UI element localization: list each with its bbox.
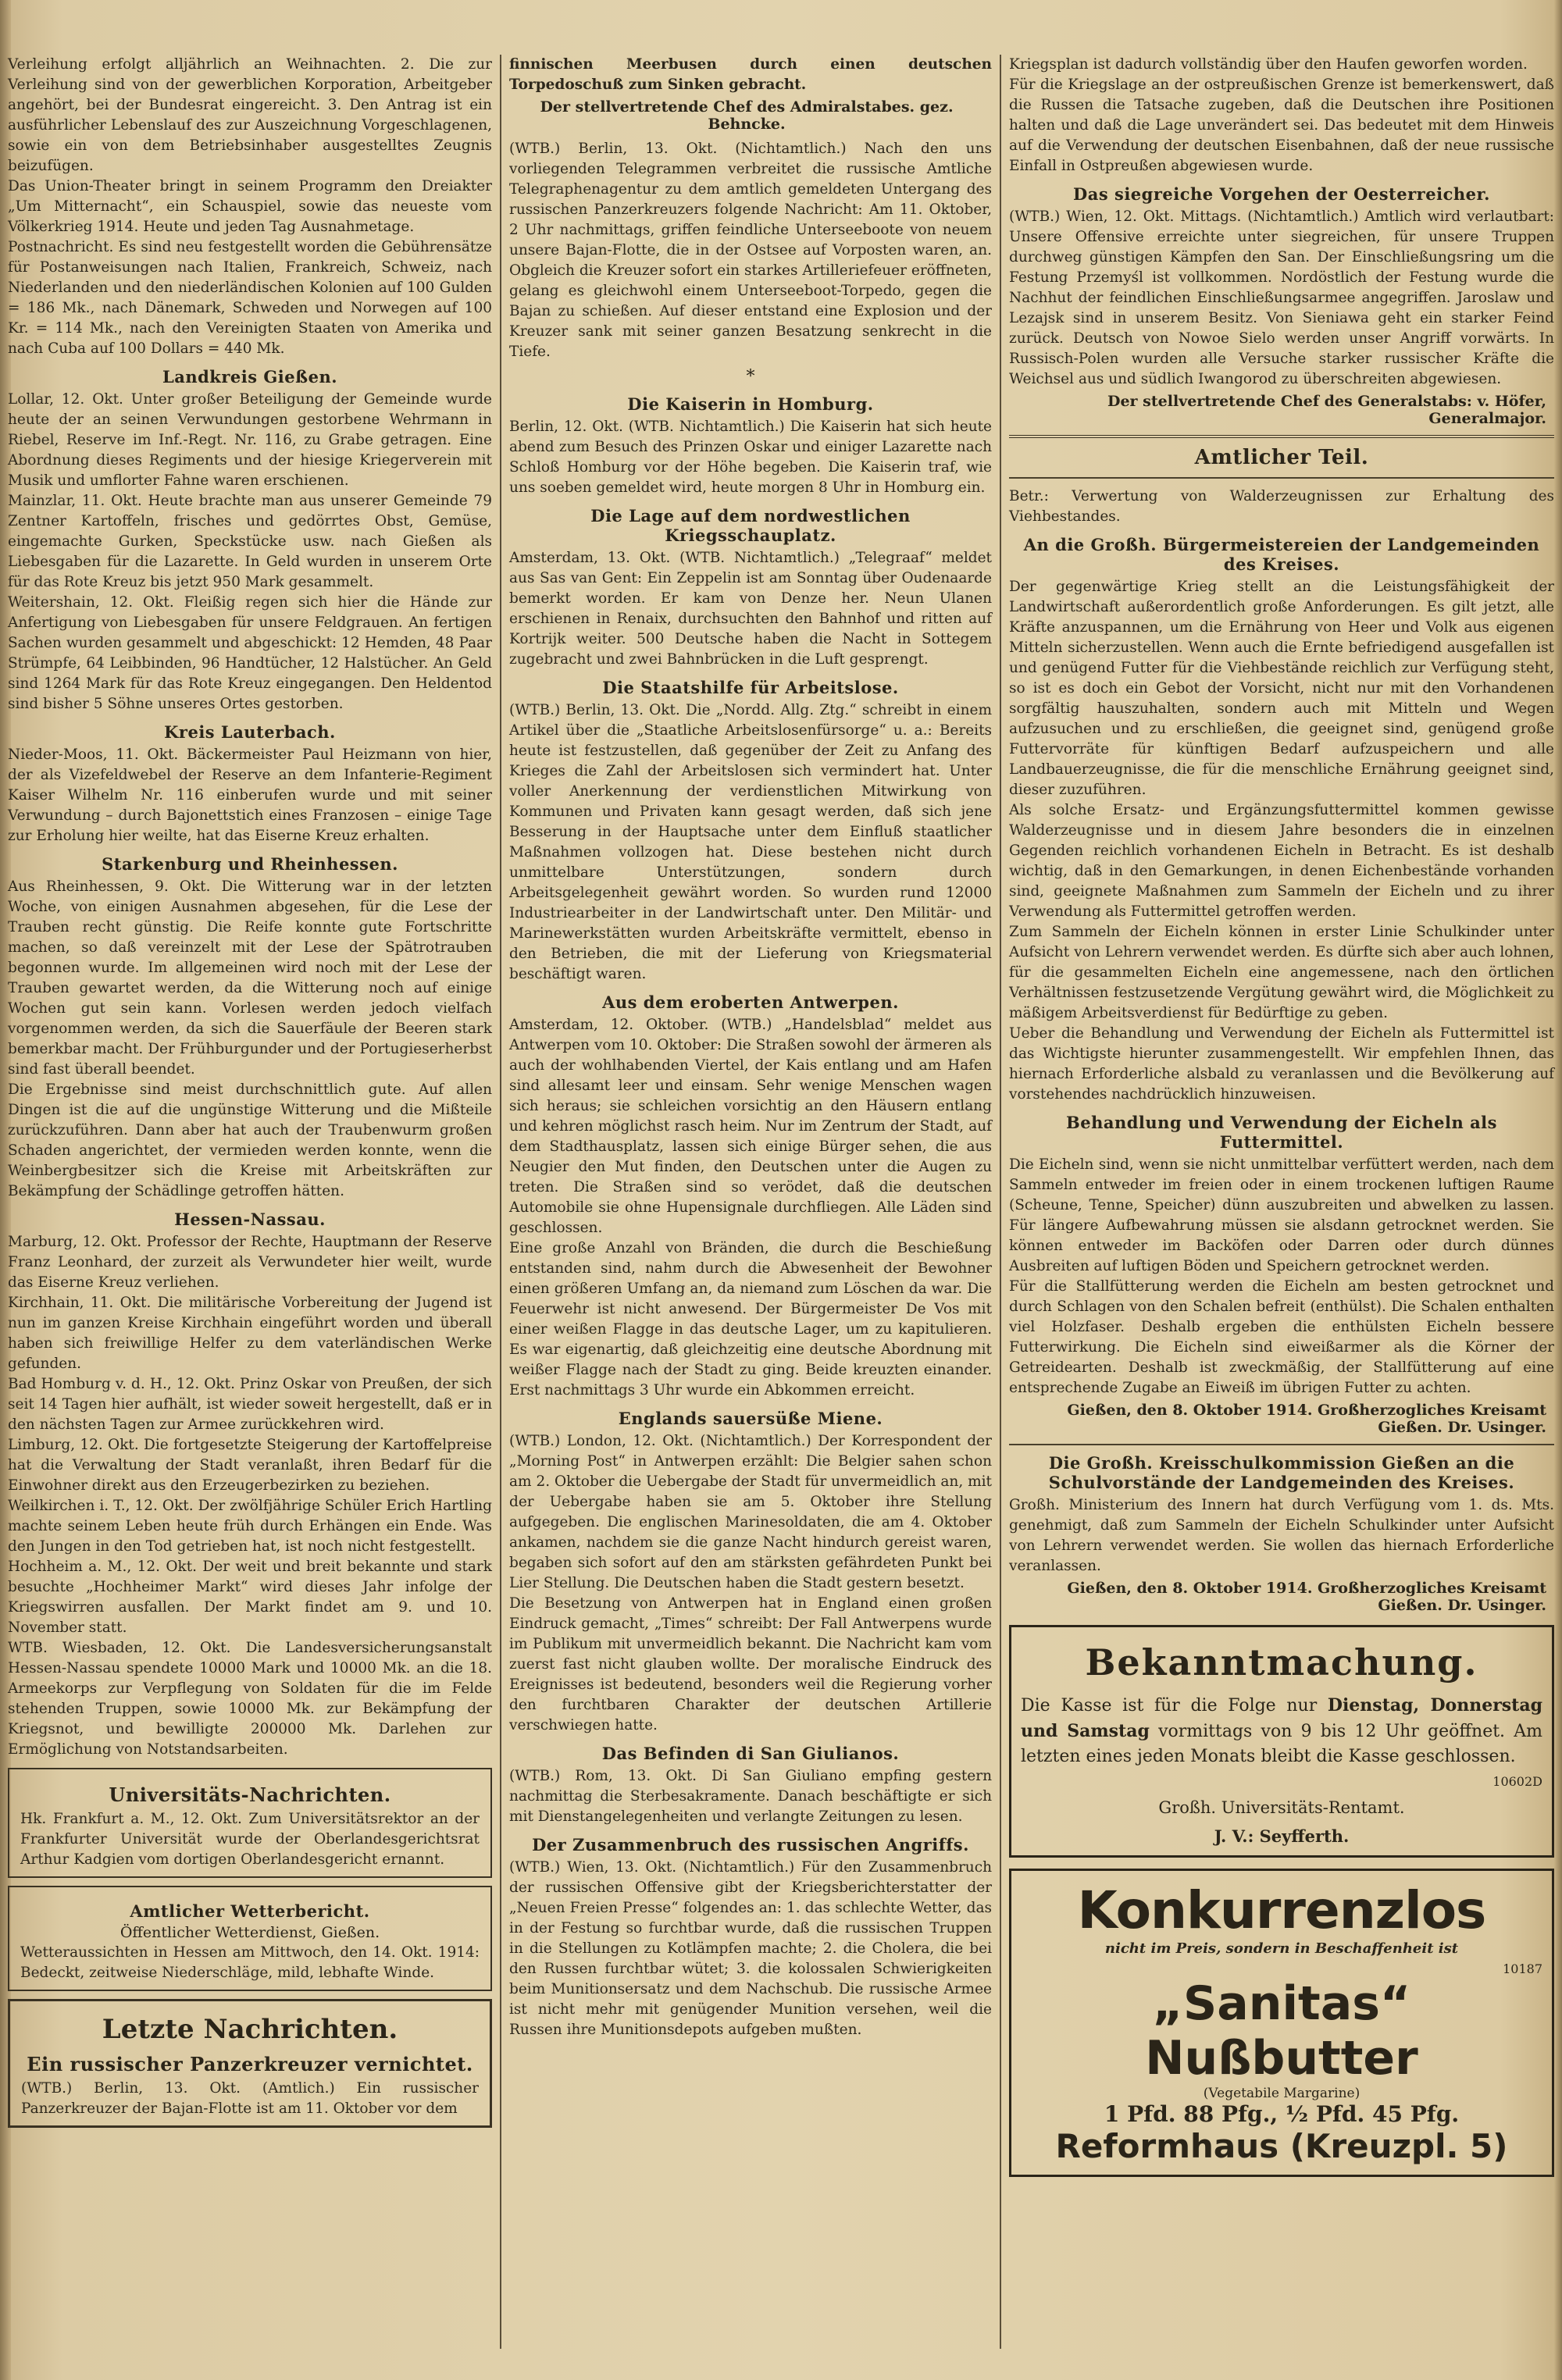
section-heading: Aus dem eroberten Antwerpen. [602,992,899,1012]
article-text: Für die Kriegslage an der ostpreußischen Grenze ist bemerkenswert, daß die Russen die Tatsache zugeben, daß die Deutschen ihre Positionen halten und daß die Lage unverändert sei. Das bedeutet mit dem Hinweis auf die Verwendung der deutschen Eisenbahnen, daß der neue russische Einfall in Ostpreußen abgewiesen wurde. [1009,77,1554,174]
article-text: Eine große Anzahl von Bränden, die durch die Beschießung entstanden sind, nahm durch die Abwesenheit der Bewohner einen größeren Umfang an, da niemand zum Löschen da war. Die Feuerwehr ist nicht anwesend. Der Bürgermeister De Vos mit einer weißen Flagge in das deutsche Lager, um zu kapitulieren. Es war eigenartig, daß gleichzeitig eine deutsche Abordnung mit weißer Flagge nach der Stadt zu ging. Beide kreuzten einander. Erst nachmittags 3 Uhr wurde ein Abkommen erreicht. [509,1240,992,1398]
subject-line: Betr.: Verwertung von Walderzeugnissen zur Erhaltung des Viehbestandes. [1009,488,1554,525]
article-text: Als solche Ersatz- und Ergänzungsfuttermittel kommen gewisse Walderzeugnisse und in diesem Jahre besonders die in einzelnen Gegenden reichlich vorhandenen Eicheln in Betracht. Es ist deshalb wichtig, daß in den Gemarkungen, in denen Eichenbestände vorhanden sind, geeignete Maßnahmen zum Sammeln der Eicheln und zu ihrer Verwendung als Futtermittel getroffen werden. [1009,802,1554,920]
article-text: (WTB.) London, 12. Okt. (Nichtamtlich.) Der Korrespondent der „Morning Post“ in Antwerpen erzählt: Die Belgier sahen schon am 2. Oktober die Uebergabe der Stadt für unvermeidlich an, mit der Uebergabe haben sie am 5. Oktober ihre Stellung aufgegeben. Die englischen Marinesoldaten, die am 4. Oktober ankamen, nachdem sie die ganze Nacht hindurch gereist waren, begaben sich sofort auf den am stärksten gefährdeten Punkt bei Lier Stellung. Die Deutschen haben die Stadt gestern besetzt. [509,1433,992,1591]
article-text: Mainzlar, 11. Okt. Heute brachte man aus unserer Gemeinde 79 Zentner Kartoffeln, frisches und gedörrtes Obst, Gemüse, eingemachte Gurken, Speckstücke usw. nach Gießen als Liebesgaben für die Lazarette. In Geld wurden in unserem Orte für das Rote Kreuz bis jetzt 950 Mark gesammelt. [8,493,492,590]
article-text: Kriegsplan ist dadurch vollständig über den Haufen geworfen worden. [1009,56,1528,73]
article-text: Für die Stallfütterung werden die Eicheln am besten getrocknet und durch Schlagen von den Schalen befreit (enthülst). Die Schalen enthalten viel Holzfaser. Deshalb ergeben die enthülsten Eicheln bessere Futterwirkung. Die Eicheln sind eiweißarmer als die Körner der Getreidearten. Deshalb ist zweckmäßig, der Stallfütterung auf eine entsprechende Zugabe an Eiweiß im übrigen Futter zu achten. [1009,1278,1554,1396]
separator-star-icon: * [746,367,755,387]
article-text: Weitershain, 12. Okt. Fleißig regen sich hier die Hände zur Anfertigung von Liebesgaben für unsere Feldgrauen. An fertigen Sachen wurden gesammelt und abgeschickt: 12 Hemden, 48 Paar Strümpfe, 64 Leibbinden, 96 Handtücher, 12 Halstücher. An Geld sind 1264 Mark für das Rote Kreuz eingegangen. Den Heldentod sind bisher 5 Söhne unseres Ortes gestorben. [8,594,492,712]
ad-subtitle: (Vegetabile Margarine) [1203,2086,1361,2101]
latest-news-title: Letzte Nachrichten. [102,2014,398,2045]
article-text: (WTB.) Berlin, 13. Okt. (Nichtamtlich.) Nach den uns vorliegenden Telegrammen verbreitet die russische Amtliche Telegraphenagentur zu dem amtlich gemeldeten Untergang des russischen Panzerkreuzers folgende Nachricht: Am 11. Oktober, 2 Uhr nachmittags, griffen feindliche Unterseeboote von neuem unsere Bajan-Flotte, die in der Ostsee auf Vorposten waren, an. Obgleich die Kreuzer sofort ein starkes Artilleriefeuer eröffneten, gelang es gleichwohl einem Unterseeboot-Torpedo, gegen die Bajan zu schießen. Auf dieser entstand eine Explosion und der Kreuzer sank mit seiner ganzen Besatzung senkrecht in die Tiefe. [509,141,992,360]
margarine-ad [1009,1869,1554,2177]
signature: Der stellvertretende Chef des Generalstabs: v. Höfer, Generalmajor. [1107,393,1546,427]
section-heading: Starkenburg und Rheinhessen. [102,854,398,874]
article-text: Der gegenwärtige Krieg stellt an die Leistungsfähigkeit der Landwirtschaft außerordentlich große Anforderungen. Es gilt jetzt, alle Kräfte anzuspannen, um die Ernährung von Heer und Volk aus eigenen Mitteln sicherzustellen. Wenn auch die Ernte befriedigend ausgefallen ist und genügend Futter für die Viehbestände reichlich zur Verfügung steht, so ist es doch ein Gebot der Vorsicht, nicht nur mit den Vorhandenen sorgfältig hauszuhalten, sondern auch mit Mitteln und Wegen aufzusuchen und zu erschließen, die geeignet sind, genügend große Futtervorräte für künftigen Bedarf aufzuspeichern und alle Landbauerzeugnisse, die für die menschliche Ernährung geeignet sind, dieser zuzuführen. [1009,579,1554,798]
ad-brand: „Sanitas“ Nußbutter [1145,1976,1418,2086]
weather-text: Wetteraussichten in Hessen am Mittwoch, den 14. Okt. 1914: Bedeckt, zeitweise Niederschläge, mild, lebhafte Winde. [20,1944,480,1981]
section-heading-official: Amtlicher Teil. [1194,446,1369,469]
section-heading: Hessen-Nassau. [174,1210,326,1229]
column-left [0,55,500,2349]
announcement-title: Bekanntmachung. [1085,1641,1478,1683]
university-news-box [8,1768,492,1878]
section-heading: Landkreis Gießen. [162,367,338,387]
weather-subtitle: Öffentlicher Wetterdienst, Gießen. [119,1924,380,1941]
article-text: (WTB.) Rom, 13. Okt. Di San Giuliano empfing gestern nachmittag die Sterbesakramente. Danach beschäftigte er sich mit Dienstangelegenheiten und verlangte Zeitungen zu lesen. [509,1768,992,1825]
article-text: Marburg, 12. Okt. Professor der Rechte, Hauptmann der Reserve Franz Leonhard, der zurzeit als Verwundeter hier weilt, wurde das Eiserne Kreuz verliehen. [8,1234,492,1291]
article-text: Weilkirchen i. T., 12. Okt. Der zwölfjährige Schüler Erich Hartling machte seinem Leben heute früh durch Erhängen ein Ende. Was den Jungen in den Tod getrieben hat, ist noch nicht festgestellt. [8,1498,492,1555]
article-text: Ueber die Behandlung und Verwendung der Eicheln als Futtermittel ist das Wichtigste hierunter zusammengestellt. Wir empfehlen Ihnen, das hiernach Erforderliche alsbald zu veranlassen und die Bevölkerung auf vorstehendes nachdrücklich hinzuweisen. [1009,1025,1554,1103]
article-text: Bad Homburg v. d. H., 12. Okt. Prinz Oskar von Preußen, der sich seit 14 Tagen hier aufhält, ist wieder soweit hergestellt, daß er in den nächsten Tagen zur Armee zurückkehren wird. [8,1376,492,1433]
article-text: Amsterdam, 12. Oktober. (WTB.) „Handelsblad“ meldet aus Antwerpen vom 10. Oktober: Die Straßen sowohl der ärmeren als auch der wohlhabenden Viertel, der Kais entlang und am Hafen sind allesamt leer und einsam. Sehr wenige Menschen wagen sich heraus; sie schleichen vorsichtig an den Häusern entlang und kehren möglichst rasch heim. Nur im Zentrum der Stadt, auf dem Stadthausplatz, lassen sich einige Bürger sehen, die aus Neugier den Mut finden, den Deutschen unter die Augen zu treten. Die Straßen sind so verödet, daß die deutschen Automobile sie ohne Hupensignale durchfliegen. Alle Läden sind geschlossen. [509,1017,992,1236]
announcement-sign-name: J. V.: Seyfferth. [1214,1826,1350,1846]
announcement-text-a: Die Kasse ist für die Folge nur [1021,1696,1318,1716]
announcement-text [1021,1693,1542,1769]
signature: Der stellvertretende Chef des Admiralstabes. gez. Behncke. [540,98,954,133]
section-heading: Englands sauersüße Miene. [618,1409,883,1428]
article-text: Verleihung erfolgt alljährlich an Weihnachten. 2. Die zur Verleihung sind von der gewerblichen Korporation, Arbeitgeber angehört, bei der Bundesrat eingereicht. 3. Den Antrag ist ein ausführlicher Lebenslauf des zur Auszeichnung Vorgeschlagenen, sowie ein von dem Betriebsinhaber ausgestelltes Zeugnis beizufügen. [8,56,492,174]
column-middle [500,55,1000,2349]
article-text: Großh. Ministerium des Innern hat durch Verfügung vom 1. ds. Mts. genehmigt, daß zum Sammeln der Eicheln Schulkinder unter Aufsicht von Lehrern verwendet werden. Sie wollen das hiernach Erforderliche veranlassen. [1009,1497,1554,1574]
section-heading: An die Großh. Bürgermeistereien der Landgemeinden des Kreises. [1023,535,1540,574]
weather-report-box [8,1886,492,1991]
article-text: finnischen Meerbusen durch einen deutschen Torpedoschuß zum Sinken gebracht. [509,56,992,93]
section-heading: Der Zusammenbruch des russischen Angriffs. [532,1835,969,1854]
announcement-ref: 10602D [1492,1774,1542,1789]
article-text: Amsterdam, 13. Okt. (WTB. Nichtamtlich.) „Telegraaf“ meldet aus Sas van Gent: Ein Zeppelin ist am Sonntag über Oudenaarde bemerkt worden. Er kam von Denze her. Neun Ulanen erschienen in Renaix, durchsuchten den Bahnhof und ritten auf Kortrijk weiter. 500 Deutsche haben die Nacht in Sottegem zugebracht und zwei Bahnbrücken in die Luft gesprengt. [509,550,992,668]
article-text: Nieder-Moos, 11. Okt. Bäckermeister Paul Heizmann von hier, der als Vizefeldwebel der Reserve an dem Infanterie-Regiment Kaiser Wilhelm Nr. 116 einberufen wurde und mit seiner Verwundung – durch Bajonettstich eines Franzosen – einige Tage zur Erholung hier weilte, hat das Eiserne Kreuz erhalten. [8,746,492,844]
section-heading: Die Großh. Kreisschulkommission Gießen an die Schulvorstände der Landgemeinden des Kreises. [1048,1453,1515,1492]
section-heading: Behandlung und Verwendung der Eicheln als Futtermittel. [1066,1113,1497,1152]
article-text: Die Besetzung von Antwerpen hat in England einen großen Eindruck gemacht, „Times“ schreibt: Der Fall Antwerpens wurde im Publikum mit unvermeidlich bekannt. Die Nachricht kam vom zuerst fast nicht glauben wollte. Der moralische Eindruck des Ereignisses ist bedeutend, besonders weil die Regierung vorher den furchtbaren Charakter der deutschen Artillerie verschwiegen hatte. [509,1595,992,1733]
article-text: (WTB.) Wien, 12. Okt. Mittags. (Nichtamtlich.) Amtlich wird verlautbart: Unsere Offensive erreichte unter siegreichen, für unsere Truppen durchweg günstigen Kämpfen den San. Der Einschließungsring um die Festung Przemyśl ist vollkommen. Nordöstlich der Festung wurde die Nachhut der feindlichen Einschließungsarmee angegriffen. Jaroslaw und Lezajsk sind in unserem Besitz. Von Sieniawa geht ein starker Feind zurück. Deutsch von Nowoe Sielo werden unser Angriff vorwärts. In Russisch-Polen wurden alle Versuche starker russischer Kräfte die Weichsel aus und südlich Iwangorod zu überschreiten abgewiesen. [1009,208,1554,387]
section-heading: Die Staatshilfe für Arbeitslose. [602,678,899,697]
section-heading: Das siegreiche Vorgehen der Oesterreicher. [1073,184,1490,204]
article-text: Zum Sammeln der Eicheln können in erster Linie Schulkinder unter Aufsicht von Lehrern verwendet werden. Es dürfte sich aber auch lohnen, für die gesammelten Eicheln eine angemessene, nach den örtlichen Verhältnissen festzusetzende Vergütung gewährt wird, die Möglichkeit zu mäßigem Arbeitsverdienst für Bedürftige zu geben. [1009,924,1554,1021]
ad-title: Konkurrenzlos [1077,1880,1486,1940]
signature: Gießen, den 8. Oktober 1914. Großherzogliches Kreisamt Gießen. Dr. Usinger. [1067,1580,1546,1614]
ad-ref: 10187 [1503,1961,1542,1976]
university-news-title: Universitäts-Nachrichten. [109,1783,391,1806]
column-right [1000,55,1562,2349]
article-text: Aus Rheinhessen, 9. Okt. Die Witterung war in der letzten Woche, von einigen Ausnahmen abgesehen, für die Lese der Trauben recht günstig. Die Reife konnte gute Fortschritte machen, so daß vereinzelt mit der Lese der Spätrotrauben begonnen wurde. Im allgemeinen wird noch mit der Lese der Trauben gewartet werden, da die Witterung noch auf einige Wochen gut sein kann. Vorlesen werden jedoch vielfach vorgenommen werden, da sich die Sauerfäule der Beeren stark bemerkbar macht. Der Frühburgunder und der Portugieserherbst sind fast überall beendet. [8,878,492,1078]
article-text: WTB. Wiesbaden, 12. Okt. Die Landesversicherungsanstalt Hessen-Nassau spendete 10000 Mark und 10000 Mk. an die 18. Armeekorps zur Verpflegung von Soldaten für die im Felde stehenden Truppen, sowie 10000 Mk. zur Bekämpfung der Kriegsnot, und bewilligte 200000 Mk. Darlehen zur Ermöglichung von Notstandsarbeiten. [8,1640,492,1758]
article-text: Die Eicheln sind, wenn sie nicht unmittelbar verfüttert werden, nach dem Sammeln entweder im freien oder in einem trockenen luftigen Raume (Scheune, Tenne, Speicher) dünn auszubreiten und abwelken zu lassen. Für längere Aufbewahrung müssen sie alsdann getrocknet werden. Sie können entweder im Backöfen oder Darren oder durch dünnes Ausbreiten auf luftigen Böden und Speichern getrocknet werden. [1009,1156,1554,1274]
article-text: Hochheim a. M., 12. Okt. Der weit und breit bekannte und stark besuchte „Hochheimer Markt“ wird dieses Jahr infolge der Kriegswirren ausfallen. Der Markt findet am 9. und 10. November statt. [8,1559,492,1636]
latest-news-subtitle: Ein russischer Panzerkreuzer vernichtet. [27,2053,473,2075]
section-heading: Die Kaiserin in Homburg. [627,394,874,414]
latest-news-box [8,1999,492,2128]
announcement-sign-office: Großh. Universitäts-Rentamt. [1158,1798,1405,1817]
section-heading: Kreis Lauterbach. [164,722,336,742]
signature: Gießen, den 8. Oktober 1914. Großherzogliches Kreisamt Gießen. Dr. Usinger. [1067,1402,1546,1436]
weather-title: Amtlicher Wetterbericht. [130,1901,370,1921]
article-text: Kirchhain, 11. Okt. Die militärische Vorbereitung der Jugend ist nun im ganzen Kreise Kirchhain eingeführt worden und überall haben sich freiwillige Helfer zu dem vaterländischen Werke gefunden. [8,1295,492,1372]
article-text: Die Ergebnisse sind meist durchschnittlich gute. Auf allen Dingen ist die auf die ungünstige Witterung und die Mißteile zurückzuführen. Dann aber hat auch der Traubenwurm großen Schaden angerichtet, der vermieden werden konnte, wenn die Weinbergbesitzer sich die Kreise mit Arbeitskräften zur Bekämpfung der Schädlinge getroffen hätten. [8,1081,492,1199]
section-heading: Die Lage auf dem nordwestlichen Kriegsschauplatz. [590,506,911,545]
article-text: Berlin, 12. Okt. (WTB. Nichtamtlich.) Die Kaiserin hat sich heute abend zum Besuch des Prinzen Oskar und einiger Lazarette nach Schloß Homburg vor der Höhe begeben. Die Kaiserin traf, wie uns soeben gemeldet wird, heute morgen 8 Uhr in Homburg ein. [509,419,992,496]
divider [1009,1444,1554,1445]
article-text: Das Union-Theater bringt in seinem Programm den Dreiakter „Um Mitternacht“, ein Schauspiel, sowie das neueste vom Völkerkrieg 1914. Heute und jeden Tag Ausnahmetage. [8,178,492,235]
announcement-days: Dienstag, Donnerstag und Samstag [1021,1695,1542,1741]
latest-news-text: (WTB.) Berlin, 13. Okt. (Amtlich.) Ein russischer Panzerkreuzer der Bajan-Flotte ist am 11. Oktober vor dem [21,2080,479,2117]
ad-price: 1 Pfd. 88 Pfg., ½ Pfd. 45 Pfg. [1104,2101,1460,2127]
divider [1009,435,1554,438]
article-text: (WTB.) Wien, 13. Okt. (Nichtamtlich.) Für den Zusammenbruch der russischen Offensive gibt der Kriegsberichterstatter der „Neuen Freien Presse“ folgendes an: 1. das schlechte Wetter, das in der Festung so furchtbar wurde, daß die russischen Truppen in die Stellungen zu Kotlämpfen machte; 2. die Cholera, die bei den Russen furchtbar wütet; 3. die kolossalen Schwierigkeiten beim Munitionsersatz und dem Nachschub. Die russische Armee ist nicht mehr mit genügender Munition versehen, weil die Russen ihre Munitionsdepots aufgeben mußten. [509,1859,992,2038]
ad-tagline: nicht im Preis, sondern in Beschaffenheit ist [1104,1940,1459,1957]
announcement-ad [1009,1625,1554,1858]
section-heading: Das Befinden di San Giulianos. [601,1744,900,1763]
ad-shop: Reformhaus (Kreuzpl. 5) [1055,2127,1508,2165]
divider [1009,477,1554,479]
article-text: Lollar, 12. Okt. Unter großer Beteiligung der Gemeinde wurde heute der an seinen Verwundungen gestorbene Wehrmann in Riebel, Reserve im Inf.-Regt. Nr. 116, zu Grabe getragen. Eine Abordnung dieses Regiments und der hiesige Kriegerverein mit Musik und umflorter Fahne waren erschienen. [8,391,492,489]
article-text: Postnachricht. Es sind neu festgestellt worden die Gebührensätze für Postanweisungen nach Italien, Frankreich, Schweiz, nach Niederlanden und den niederländischen Kolonien auf 100 Gulden = 186 Mk., nach Dänemark, Schweden und Norwegen auf 100 Kr. = 114 Mk., nach den Vereinigten Staaten von Amerika und nach Cuba auf 100 Dollars = 440 Mk. [8,239,492,357]
announcement-text-b: vormittags von 9 bis 12 Uhr geöffnet. Am letzten eines jeden Monats bleibt die Kasse geschlossen. [1021,1722,1543,1766]
university-news-text: Hk. Frankfurt a. M., 12. Okt. Zum Universitätsrektor an der Frankfurter Universität wurde der Oberlandesgerichtsrat Arthur Kadgien vom dortigen Oberlandesgericht ernannt. [20,1811,480,1868]
article-text: Limburg, 12. Okt. Die fortgesetzte Steigerung der Kartoffelpreise hat die Verwaltung der Stadt veranlaßt, ihren Bedarf für die Einwohner direkt aus den Erzeugerbezirken zu beziehen. [8,1437,492,1494]
article-text: (WTB.) Berlin, 13. Okt. Die „Nordd. Allg. Ztg.“ schreibt in einem Artikel über die „Staatliche Arbeitslosenfürsorge“ u. a.: Bereits heute ist festzustellen, daß gegenüber der Zeit zu Anfang des Krieges die Zahl der Arbeitslosen sich vermindert hat. Unter voller Anerkennung der verdienstlichen Mitwirkung von Kommunen und Privaten kann gesagt werden, daß sich jene Besserung in der Hauptsache unter dem Einfluß staatlicher Maßnahmen vollzogen hat. Diese bestehen nicht durch unmittelbare Unterstützungen, sondern durch Arbeitsgelegenheit gewährt worden. So wurden rund 12000 Industriearbeiter in der Landwirtschaft unter. Den Militär- und Marinewerkstätten wurden Arbeitskräfte vermittelt, ebenso in den Betrieben, die mit der Lieferung von Kriegsmaterial beschäftigt waren. [509,702,992,982]
